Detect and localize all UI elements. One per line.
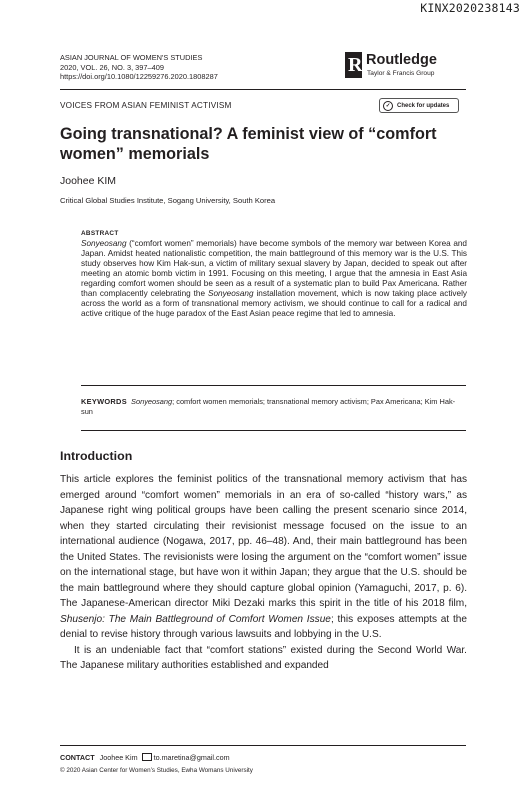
section-heading-introduction: Introduction <box>60 449 133 463</box>
check-updates-button[interactable] <box>379 98 459 113</box>
check-updates-label: Check for updates <box>397 102 450 109</box>
journal-doi[interactable]: https://doi.org/10.1080/12259276.2020.1808287 <box>60 72 218 82</box>
document-id-stamp: KINX2020238143 <box>420 1 520 15</box>
paragraph-1: This article explores the feminist politics of the transnational memory activism that has emerged around “comfort women” memorials in an era of so-called “history wars,” as Japanese right wing political groups have been calling the present scenario since 2014, when they started circulating their revisionist message focused on the issue to an international audience (Nogawa, 2017, pp. 46–48). And, their main battleground has been the United States. The revisionists were losing the argument on the “comfort women” issue on the international stage, but have won it within Japan; they argue that the U.S. should be the main battleground where they should capture global opinion (Yamaguchi, 2017, p. 6). The Japanese-American director Miki Dezaki marks this spirit in the title of his 2018 film, Shusenjo: The Main Battleground of Comfort Women Issue; this exposes attempts at the denial to revise history through various lawsuits and lobbying in the U.S. <box>60 474 467 640</box>
copyright-notice: © 2020 Asian Center for Women’s Studies, Ewha Womans University <box>60 767 253 774</box>
routledge-logo-icon: R <box>345 52 362 78</box>
contact-email[interactable]: to.maretina@gmail.com <box>153 753 230 762</box>
abstract-text: Sonyeosang (“comfort women” memorials) have become symbols of the memory war between Korea and Japan. Amidst heated nationalistic competition, the main battleground of this memory war is the U.S. This study observes how Kim Hak-sun, a victim of military sexual slavery by Japan, decided to speak out after meeting an atomic bomb victim in 1991. Focusing on this meeting, I argue that the amnesia in East Asia regarding comfort women should be seen as a result of a systematic plan to build Pax Americana. Rather than complacently celebrating the Sonyeosang installation movement, which is now taking place actively across the world as a form of transnational memory activism, we should continue to call for a radical and active critique of the huge paradox of the East Asian peace regime that led to amnesia. <box>81 239 467 319</box>
contact-label: CONTACT <box>60 753 95 762</box>
keywords-rule <box>81 430 466 431</box>
footer-rule <box>60 745 466 746</box>
email-icon <box>142 753 152 761</box>
paragraph-2: It is an undeniable fact that “comfort stations” existed during the Second World War. The Japanese military authorities established and expanded <box>60 644 467 671</box>
journal-info <box>60 53 218 82</box>
journal-name: ASIAN JOURNAL OF WOMEN'S STUDIES <box>60 53 203 62</box>
check-updates-icon: ✓ <box>383 101 393 111</box>
article-title: Going transnational? A feminist view of “comfort women” memorials <box>60 125 437 163</box>
author-name: Joohee KIM <box>60 175 117 187</box>
body-text <box>60 472 467 674</box>
publisher-name: Routledge <box>366 52 437 68</box>
contact-line <box>60 753 230 762</box>
header-rule <box>60 89 466 90</box>
abstract-heading: ABSTRACT <box>81 230 119 237</box>
abstract-rule <box>81 385 466 386</box>
contact-name: Joohee Kim <box>99 753 138 762</box>
keywords: KEYWORDS Sonyeosang; comfort women memorials; transnational memory activism; Pax Americana; Kim Hak-sun <box>81 397 456 416</box>
journal-volume: 2020, VOL. 26, NO. 3, 397–409 <box>60 62 164 72</box>
section-label: VOICES FROM ASIAN FEMINIST ACTIVISM <box>60 101 232 110</box>
author-affiliation: Critical Global Studies Institute, Sogang University, South Korea <box>60 196 276 205</box>
publisher-subtitle: Taylor & Francis Group <box>367 70 435 77</box>
